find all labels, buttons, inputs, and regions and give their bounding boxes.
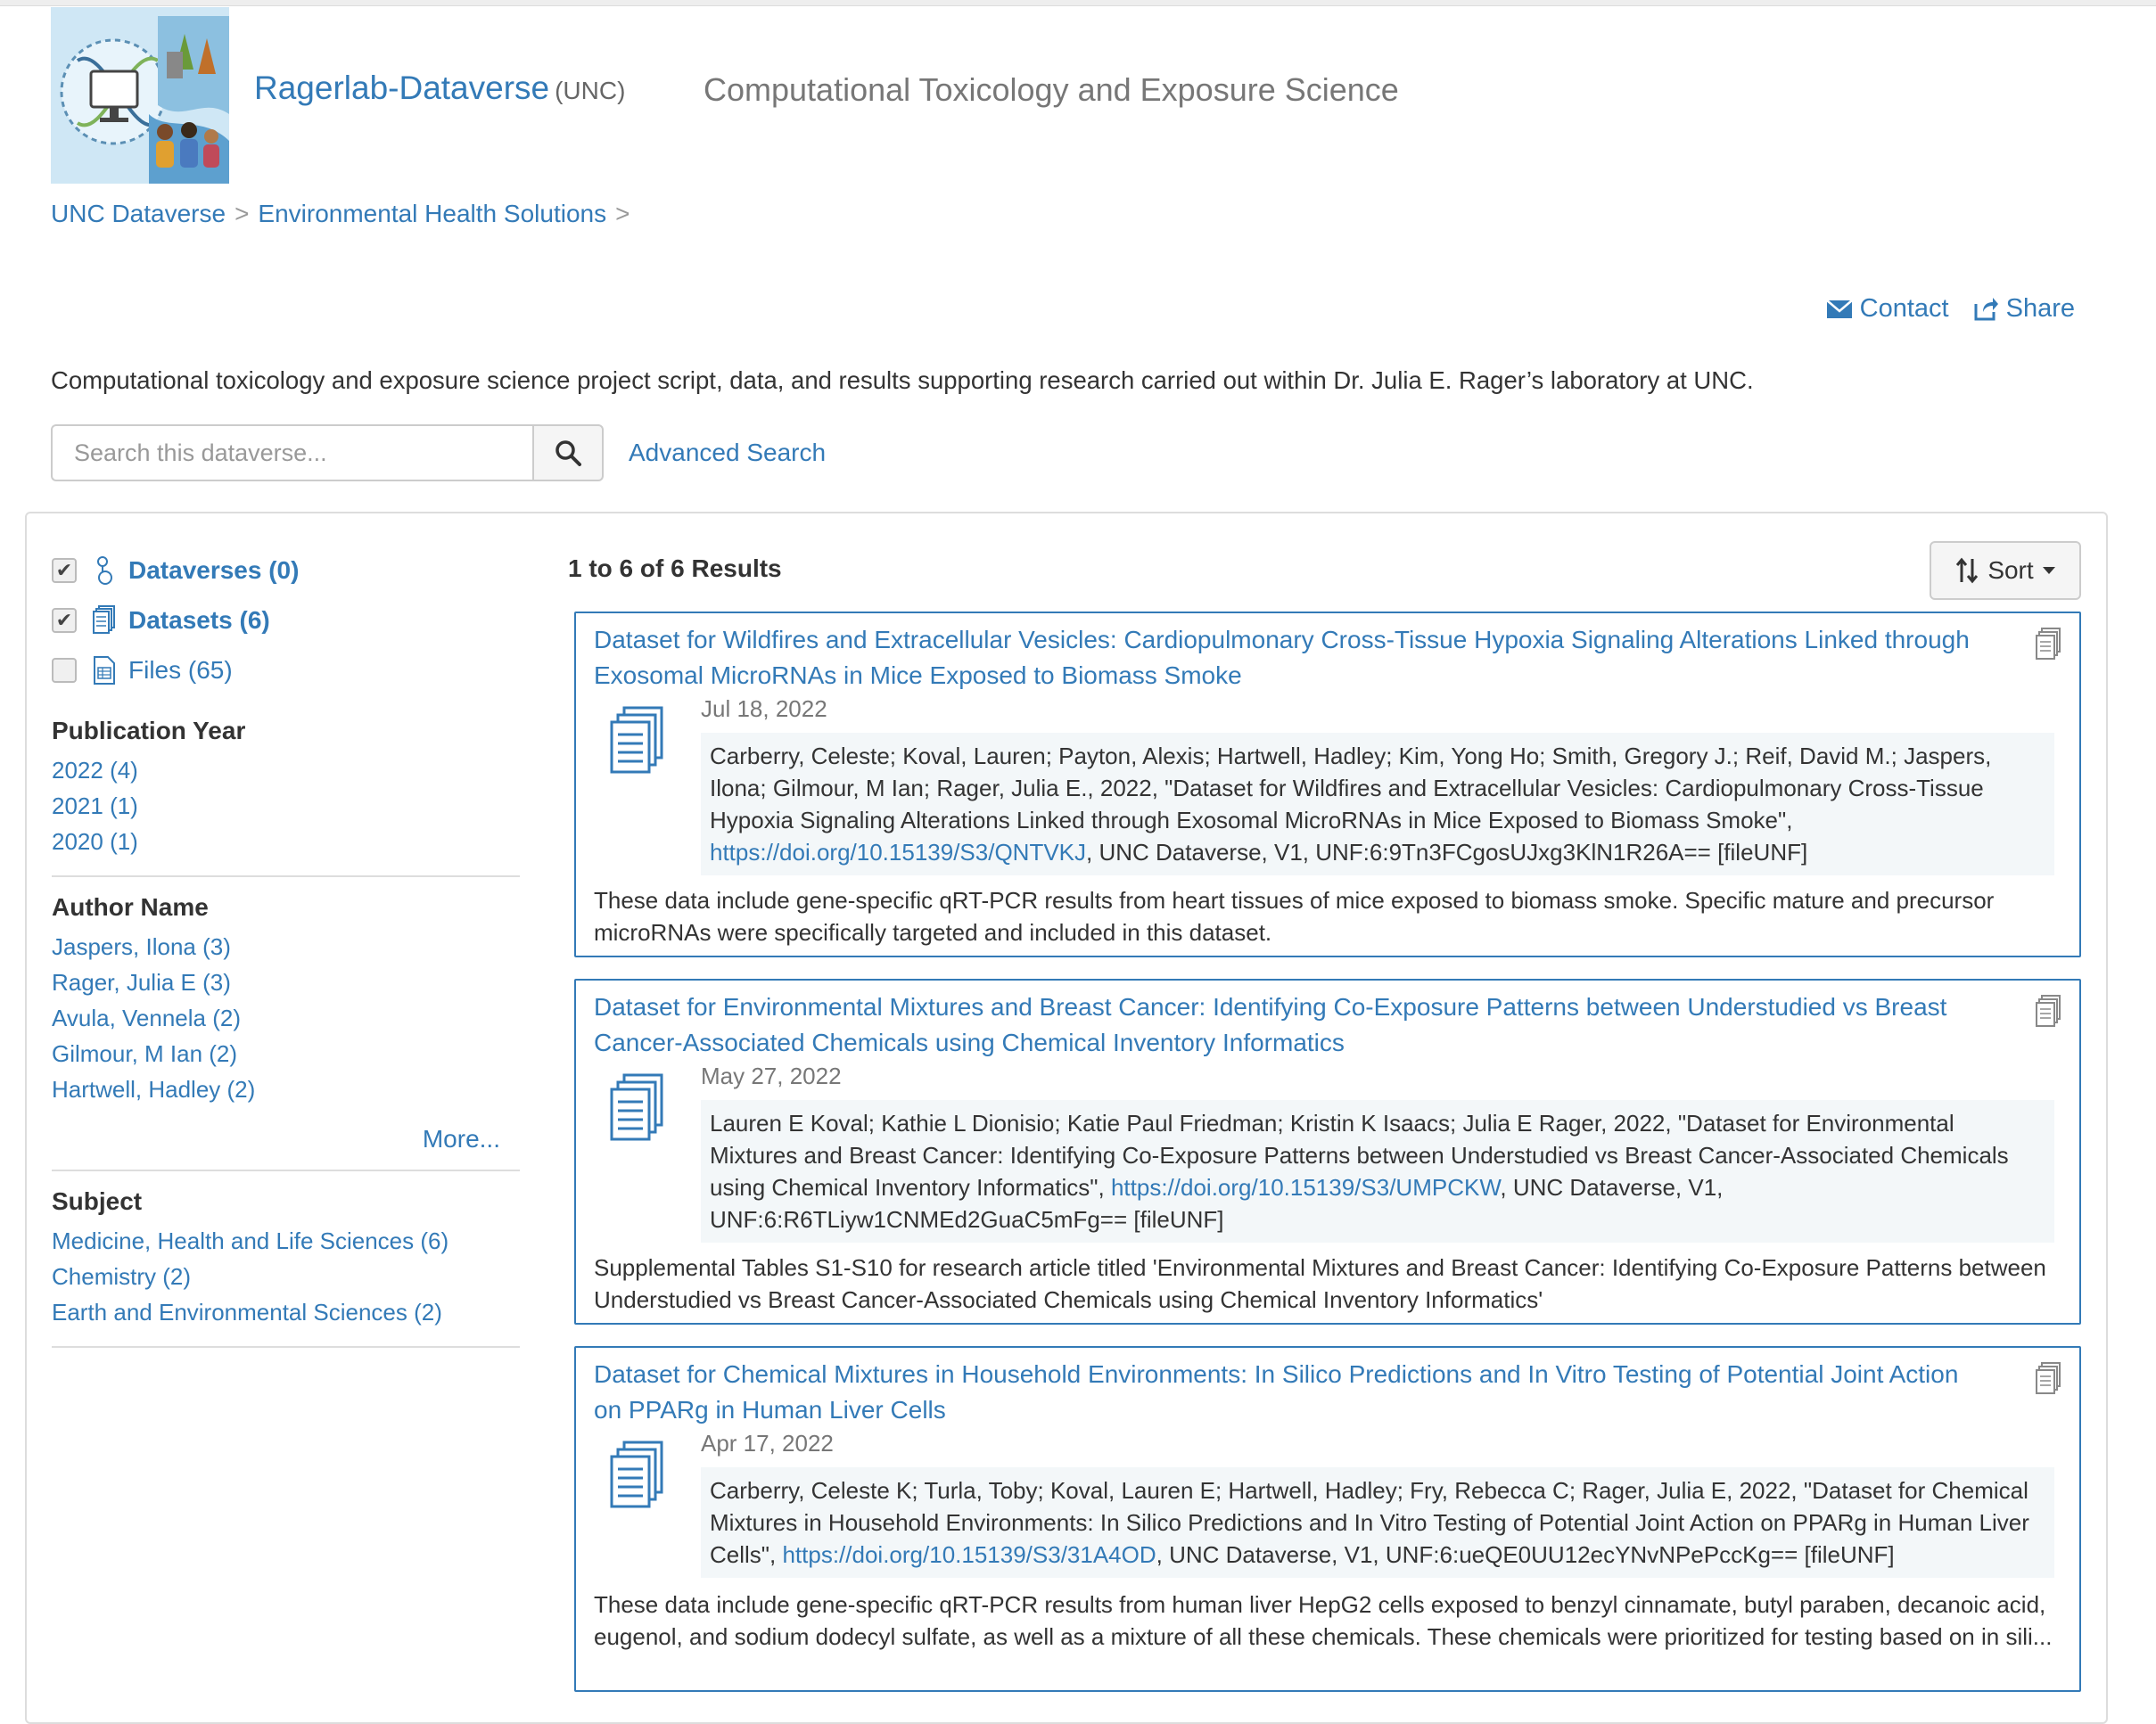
facet-more-link[interactable]: More... — [422, 1125, 500, 1153]
sort-icon — [1955, 557, 1979, 584]
dataset-icon — [2035, 995, 2061, 1029]
citation-text: Lauren E Koval; Kathie L Dionisio; Katie Paul Friedman; Kristin K Isaacs; Julia E Rager, 2022, "Dataset for Environmental Mixtures and Breast Cancer: Identifying Co-Exposure Patterns between Understudied vs Breast Cancer-Associated Chemicals using Chemical Inventory Informatics", — [710, 1110, 2009, 1201]
dataverse-title[interactable] — [254, 70, 625, 107]
search-icon — [555, 439, 581, 466]
sort-button[interactable] — [1930, 541, 2081, 600]
facet-item[interactable]: Chemistry (2) — [52, 1263, 192, 1290]
facet-sidebar — [52, 546, 520, 1348]
facet-subject — [52, 1187, 520, 1348]
dataset-icon — [2035, 628, 2061, 661]
citation-text: , UNC Dataverse, V1, UNF:6:9Tn3FCgosUJxg3KlN1R26A== [fileUNF] — [1086, 839, 1808, 866]
result-description: Supplemental Tables S1-S10 for research article titled 'Environmental Mixtures and Breast Cancer: Identifying Co-Exposure Patterns between Understudied vs Breast Cancer-Associated Chemicals using Chemical Inventory Informatics' — [594, 1254, 2046, 1313]
facet-title: Subject — [52, 1187, 143, 1215]
facet-type-dataverses[interactable] — [52, 546, 520, 595]
facet-item[interactable]: Avula, Vennela (2) — [52, 1005, 241, 1031]
chevron-down-icon — [2043, 567, 2055, 574]
facet-item[interactable]: Earth and Environmental Sciences (2) — [52, 1299, 442, 1326]
facet-type-label[interactable]: Files (65) — [128, 656, 233, 684]
facet-item[interactable]: 2021 (1) — [52, 792, 138, 819]
facet-type-files[interactable] — [52, 645, 520, 695]
dataset-icon — [2035, 1362, 2061, 1396]
results-count: 1 to 6 of 6 Results — [568, 554, 782, 582]
share-icon — [1972, 297, 1999, 322]
result-date: Apr 17, 2022 — [701, 1430, 834, 1457]
breadcrumb — [51, 200, 638, 228]
result-card — [574, 1346, 2081, 1692]
dataverse-logo[interactable] — [51, 7, 229, 184]
result-title-link[interactable]: Dataset for Wildfires and Extracellular Vesicles: Cardiopulmonary Cross-Tissue Hypoxia Signaling Alterations Linked through Exosomal MicroRNAs in Mice Exposed to Biomass Smoke — [594, 626, 1970, 689]
result-description: These data include gene-specific qRT-PCR results from heart tissues of mice exposed to biomass smoke. Specific mature and precursor microRNAs were specifically targeted and included in this dataset. — [594, 887, 1995, 946]
facet-item[interactable]: 2022 (4) — [52, 757, 138, 784]
facet-item[interactable]: 2020 (1) — [52, 828, 138, 855]
facet-type-datasets[interactable] — [52, 595, 520, 645]
facet-title: Publication Year — [52, 717, 246, 744]
share-button[interactable] — [1972, 294, 2075, 324]
result-card — [574, 979, 2081, 1325]
dataset-thumbnail-icon[interactable] — [610, 706, 665, 777]
envelope-icon — [1826, 299, 1853, 320]
search-bar — [51, 424, 826, 481]
facet-item[interactable]: Medicine, Health and Life Sciences (6) — [52, 1227, 449, 1254]
result-date: Jul 18, 2022 — [701, 695, 827, 722]
result-citation — [701, 1100, 2054, 1243]
result-description: These data include gene-specific qRT-PCR results from human liver HepG2 cells exposed to benzyl cinnamate, butyl paraben, decanoic acid, eugenol, and sodium dodecyl sulfate, as well as a mixture of all these chemicals. These chemicals were prioritized for testing based on in sili... — [594, 1591, 2053, 1650]
result-date: May 27, 2022 — [701, 1063, 842, 1089]
citation-text: , UNC Dataverse, V1, UNF:6:R6TLiyw1CNMEd2GuaC5mFg== [fileUNF] — [710, 1174, 1724, 1233]
result-citation — [701, 1467, 2054, 1578]
sort-label: Sort — [1987, 556, 2034, 584]
top-border — [0, 0, 2156, 6]
facet-title: Author Name — [52, 893, 209, 921]
contact-button[interactable] — [1826, 294, 1949, 324]
breadcrumb-separator: > — [615, 200, 630, 227]
share-label: Share — [2005, 294, 2075, 323]
datasets-checkbox[interactable]: ✔ — [52, 608, 77, 633]
result-citation — [701, 733, 2054, 875]
facet-item[interactable]: Gilmour, M Ian (2) — [52, 1040, 238, 1067]
dataverse-name[interactable]: Ragerlab-Dataverse — [254, 70, 550, 106]
dataset-thumbnail-icon[interactable] — [610, 1073, 665, 1145]
facet-item[interactable]: Hartwell, Hadley (2) — [52, 1076, 256, 1103]
breadcrumb-item-unc-dataverse[interactable]: UNC Dataverse — [51, 200, 226, 227]
result-title-link[interactable]: Dataset for Environmental Mixtures and Breast Cancer: Identifying Co-Exposure Patterns between Understudied vs Breast Cancer-Associated Chemicals using Chemical Inventory Informatics — [594, 993, 1947, 1056]
citation-text: Carberry, Celeste K; Turla, Toby; Koval, Lauren E; Hartwell, Hadley; Fry, Rebecca C; Rager, Julia E, 2022, "Dataset for Chemical Mixtures in Household Environments: In Silico Predictions and In Vitro Testing of Potential Joint Action on PPARg in Human Liver Cells", — [710, 1477, 2029, 1568]
file-icon — [93, 655, 116, 685]
result-card — [574, 612, 2081, 957]
contact-label: Contact — [1859, 294, 1949, 323]
doi-link[interactable]: https://doi.org/10.15139/S3/UMPCKW — [1110, 1174, 1501, 1201]
dataverse-tagline: Computational Toxicology and Exposure Science — [704, 71, 1399, 108]
citation-text: Carberry, Celeste; Koval, Lauren; Payton, Alexis; Hartwell, Hadley; Kim, Yong Ho; Smith, Gregory J.; Reif, David M.; Jaspers, Ilona; Gilmour, M Ian; Rager, Julia E., 2022, "Dataset for Wildfires and Extracellular Vesicles: Cardiopulmonary Cross-Tissue Hypoxia Signaling Alterations Linked through Exosomal MicroRNAs in Mice Exposed to Biomass Smoke", — [710, 743, 1992, 833]
doi-link[interactable]: https://doi.org/10.15139/S3/QNTVKJ — [710, 839, 1087, 866]
dataset-icon — [93, 605, 116, 636]
facet-author-name — [52, 893, 520, 1171]
dataverse-affiliation: (UNC) — [555, 77, 626, 104]
dataverse-description: Computational toxicology and exposure science project script, data, and results supporting research carried out within Dr. Julia E. Rager’s laboratory at UNC. — [51, 366, 1754, 394]
dataset-thumbnail-icon[interactable] — [610, 1441, 665, 1512]
breadcrumb-item-environmental-health-solutions[interactable]: Environmental Health Solutions — [258, 200, 607, 227]
dataverses-checkbox[interactable]: ✔ — [52, 558, 77, 583]
files-checkbox[interactable] — [52, 658, 77, 683]
result-title-link[interactable]: Dataset for Chemical Mixtures in Household Environments: In Silico Predictions and In Vitro Testing of Potential Joint Action on PPARg in Human Liver Cells — [594, 1360, 1959, 1424]
facet-item[interactable]: Jaspers, Ilona (3) — [52, 933, 231, 960]
search-input[interactable] — [51, 424, 532, 481]
search-button[interactable] — [532, 424, 604, 481]
facet-item[interactable]: Rager, Julia E (3) — [52, 969, 231, 996]
breadcrumb-separator: > — [235, 200, 250, 227]
dataverse-icon — [93, 555, 116, 586]
facet-publication-year — [52, 717, 520, 877]
doi-link[interactable]: https://doi.org/10.15139/S3/31A4OD — [782, 1541, 1156, 1568]
facet-type-label[interactable]: Datasets (6) — [128, 606, 270, 634]
citation-text: , UNC Dataverse, V1, UNF:6:ueQE0UU12ecYNvNPePccKg== [fileUNF] — [1156, 1541, 1895, 1568]
dataverse-actions — [1826, 294, 2075, 324]
facet-type-label[interactable]: Dataverses (0) — [128, 556, 300, 584]
advanced-search-link[interactable]: Advanced Search — [629, 439, 827, 466]
